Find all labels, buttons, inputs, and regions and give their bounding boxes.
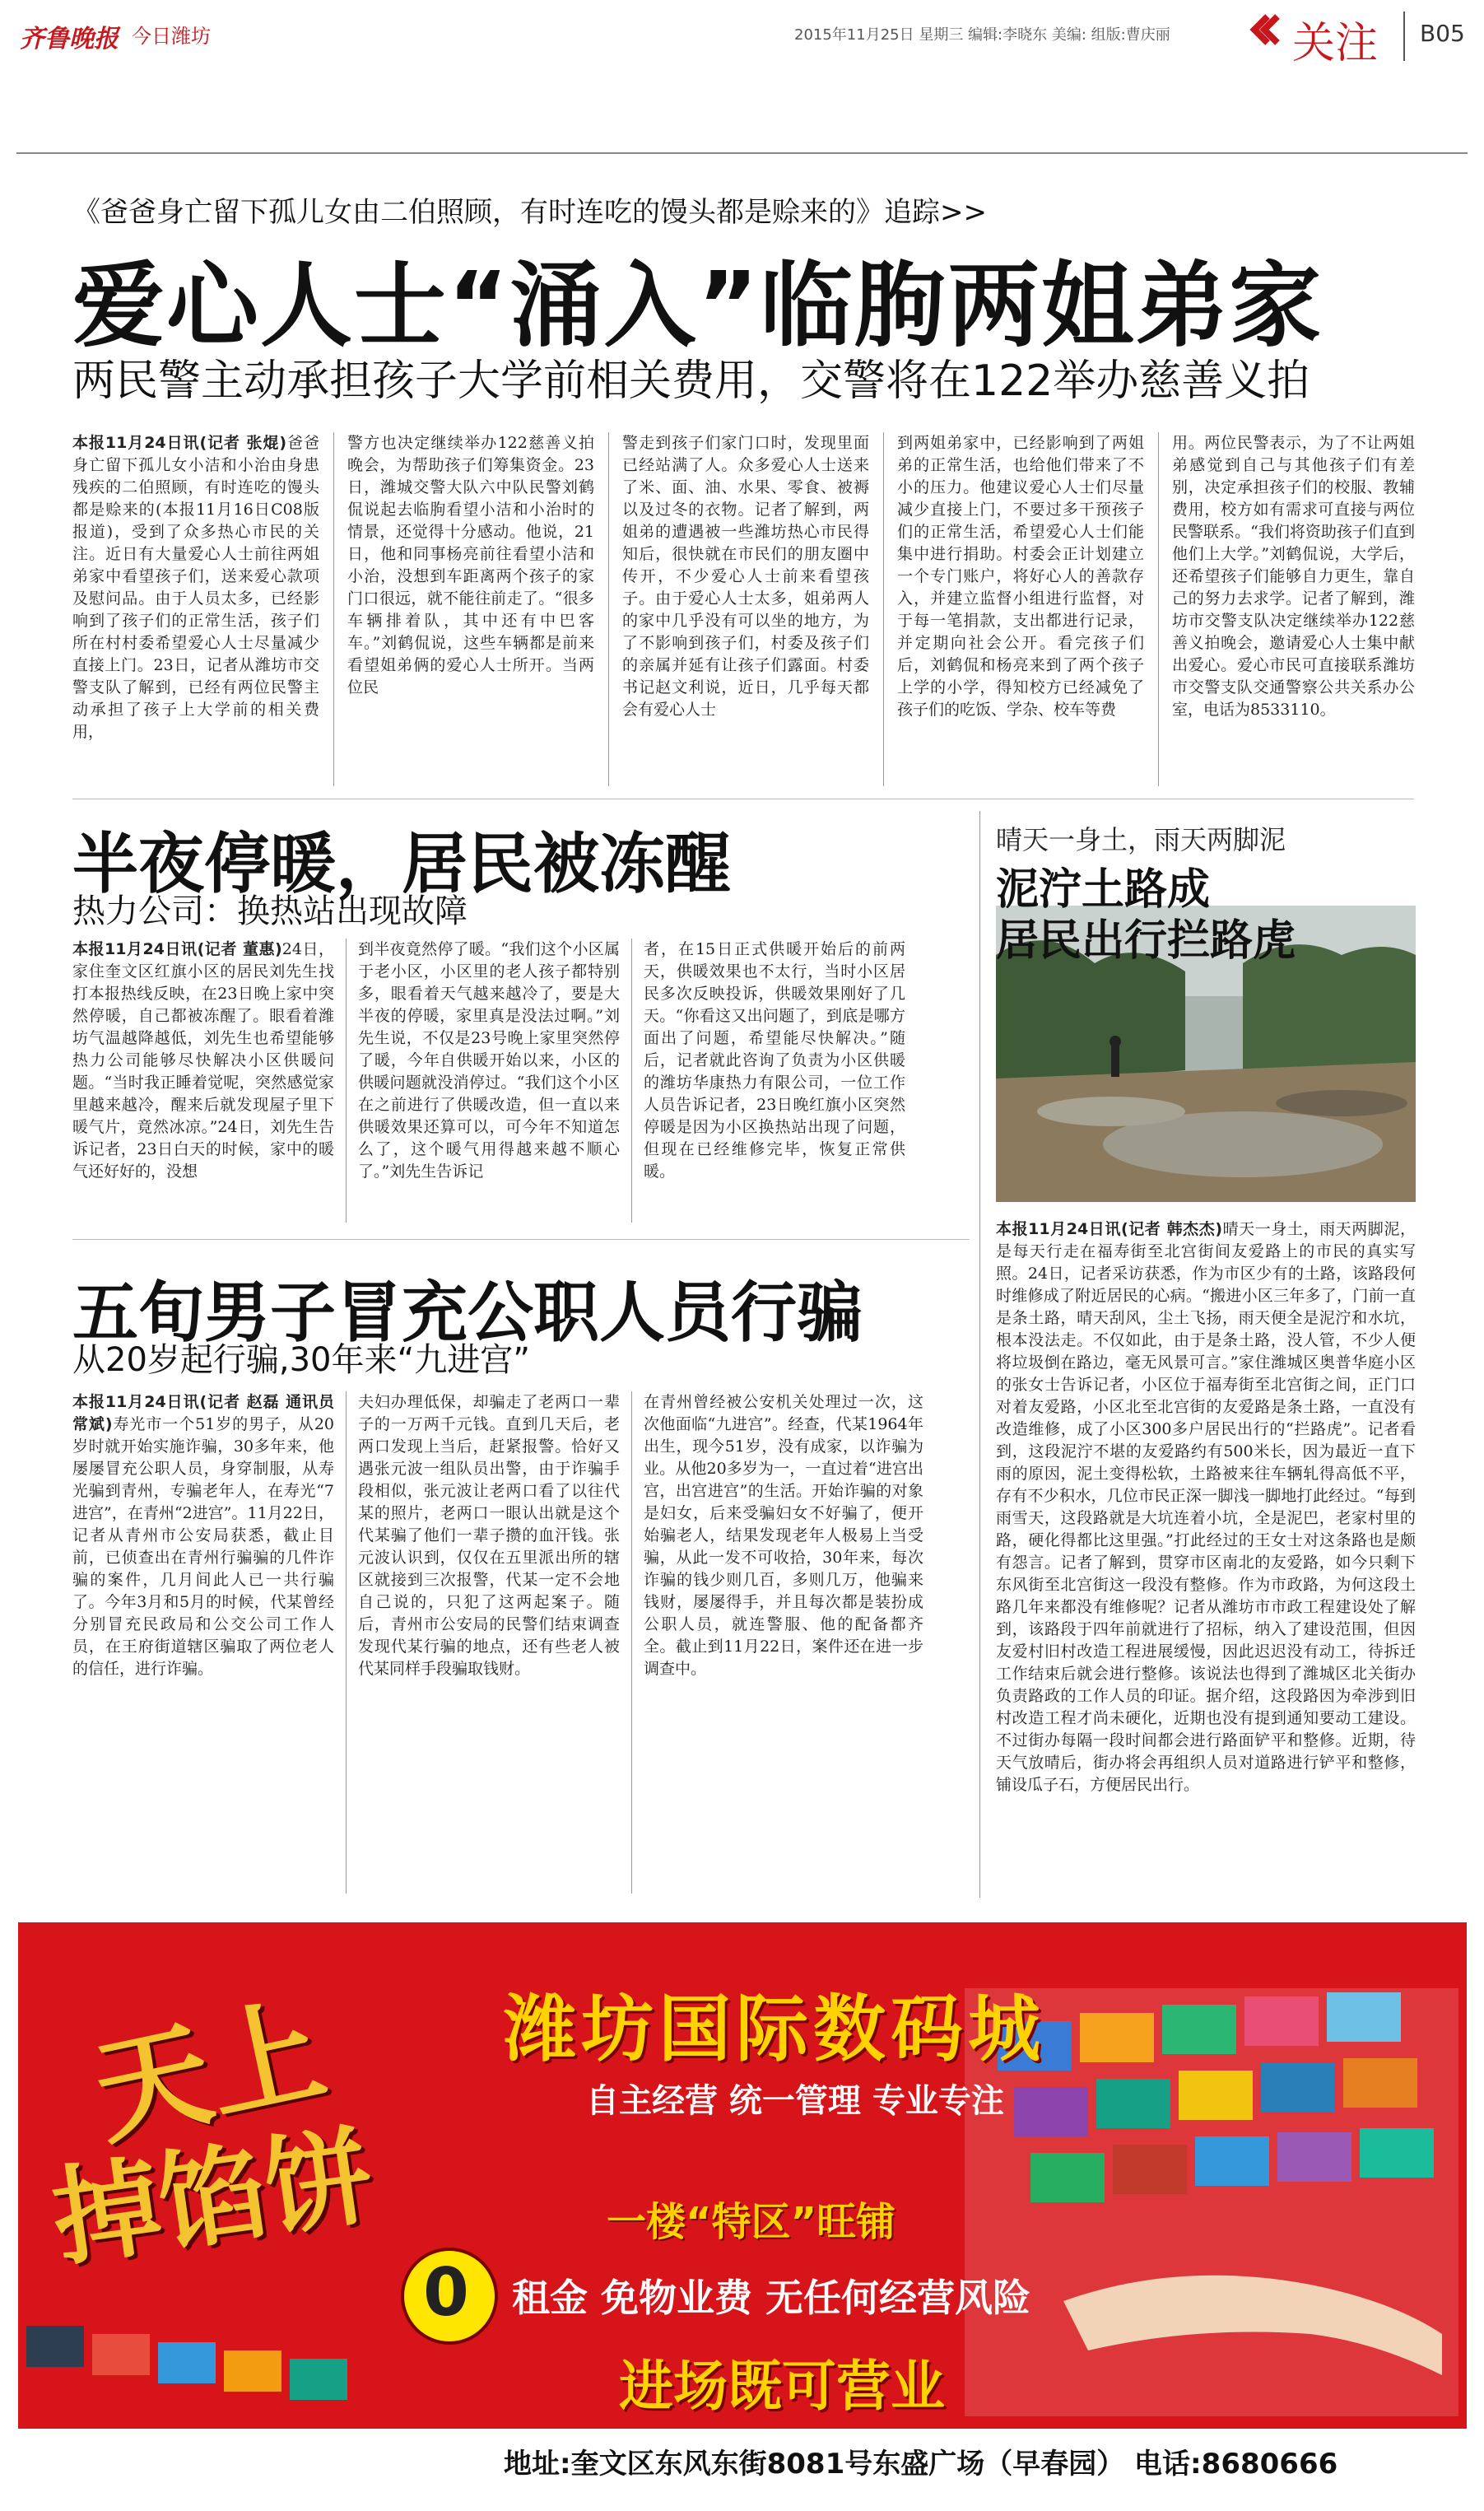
article1-column-5: 用。两位民警表示，为了不让两姐弟感觉到自己与其他孩子们有差别，决定承担孩子们的校服、教辅费用，校方如有需求可直接与两位民警联系。“我们将资助孩子们直到他们上大学。”刘鹤侃说，大学后，还希望孩子们能够自力更生，靠自己的努力去求学。记者了解到，潍坊市交警支队决定继续举办122慈善义拍晚会，邀请爱心人士集中献出爱心。爱心市民可直接联系潍坊市交警支队交通警察公共关系办公室，电话为8533110。: [1172, 434, 1415, 719]
page-number: B05: [1420, 20, 1465, 47]
article1-kicker: 《爸爸身亡留下孤儿女由二伯照顾，有时连吃的馒头都是赊来的》追踪>>: [72, 196, 987, 229]
column-divider: [346, 939, 347, 1223]
zero-badge-label: 0: [423, 2254, 469, 2331]
side-article-byline: 本报11月24日讯(记者 韩杰杰): [996, 1220, 1222, 1238]
article2-headline: 半夜停暖，居民被冻醒: [72, 826, 731, 902]
article1-column-1: 本报11月24日讯(记者 张焜)爸爸身亡留下孤儿女小洁和小治由身患残疾的二伯照顾，有时连吃的馒头都是赊来的(本报11月16日C08版报道)，受到了众多热心市民的关注。近日有大量爱心人士前往两姐弟家中看望孩子们，送来爱心款项及慰问品。由于人员太多，已经影响到了孩子们的正常生活，孩子们所在村村委希望爱心人士尽量减少直接上门。23日，记者从潍坊市交警支队了解到，已经有两位民警主动承担了孩子上大学前的相关费用，: [72, 434, 319, 741]
section-divider: [72, 1239, 970, 1240]
ad-floor-offer: 一楼“特区”旺铺: [607, 2199, 896, 2245]
article3-column-1: 本报11月24日讯(记者 赵磊 通讯员 常斌)寿光市一个51岁的男子，从20岁时就开始实施诈骗，30多年来，他屡屡冒充公职人员，身穿制服，从寿光骗到青州，专骗老年人，在寿光“7进宫”，在青州“2进宫”。11月22日，记者从青州市公安局获悉，截止目前，已侦查出在青州行骗骗的几件诈骗的案件，几月间此人已一共行骗了。今年3月和5月的时候，代某曾经分别冒充民政局和公交公司工作人员，在王府街道辖区骗取了两位老人的信任，进行诈骗。: [72, 1393, 334, 1678]
column-divider: [346, 1391, 347, 1894]
article2-column-2: 到半夜竟然停了暖。“我们这个小区属于老小区，小区里的老人孩子都特别多，眼看着天气越来越冷了，要是大半夜的停暖，家里真是没法过啊。”刘先生说，不仅是23号晚上家里突然停了暖，今年自供暖开始以来，小区的供暖问题就没消停过。“我们这个小区在之前进行了供暖改造，但一直以来供暖效果还算可以，可今年不知道怎么了，这个暖气用得越来越不顺心了。”刘先生告诉记: [358, 940, 620, 1181]
article2-subheadline: 热力公司：换热站出现故障: [72, 892, 468, 930]
article3-byline: 本报11月24日讯(记者 赵磊 通讯员 常斌): [72, 1393, 334, 1433]
column-divider: [979, 811, 980, 1898]
side-article-body: 本报11月24日讯(记者 韩杰杰)晴天一身土，雨天两脚泥，是每天行走在福寿街至北宫街间友爱路上的市民的真实写照。24日，记者采访获悉，作为市区少有的土路，该路段何时维修成了附近居民的心病。“搬进小区三年多了，门前一直是条土路，晴天刮风，尘土飞扬，雨天便全是泥泞和水坑，根本没法走。不仅如此，由于是条土路，没人管，不少人便将垃圾倒在路边，毫无风景可言。”家住潍城区奥普华庭小区的张女士告诉记者，小区位于福寿街至北宫街之间，正门口对着友爱路，小区北至北宫街的友爱路是条土路，一直没有改造维修，成了小区300多户居民出行的“拦路虎”。记者看到，这段泥泞不堪的友爱路约有500米长，因为最近一直下雨的原因，泥土变得松软，土路被来往车辆轧得高低不平，存有不少积水，几位市民正深一脚浅一脚地打此经过。“每到雨雪天，这段路就是大坑连着小坑，全是泥巴，老家村里的路，硬化得都比这里强。”打此经过的王女士对这条路也是颇有怨言。记者了解到，贯穿市区南北的友爱路，如今只剩下东风街至北宫街这一段没有整修。作为市政路，为何这段土路几年来都没有维修呢？记者从潍坊市市政工程建设处了解到，该路段于四年前就进行了招标，纳入了建设范围，但因友爱村旧村改造工程进展缓慢，因此迟迟没有动工，待拆迁工作结束后就会进行整修。该说法也得到了潍城区北关街办负责路政的工作人员的印证。据介绍，这段路因为牵涉到旧村改造工程才尚未硬化，近期也没有提到通知要动工建设。不过街办每隔一段时间都会进行路面铲平和整修。近期，待天气放晴后，街办将会再组织人员对道路进行铲平和整修，铺设瓜子石，方便居民出行。: [996, 1220, 1416, 1794]
article3-subheadline: 从20岁起行骗,30年来“九进宫”: [72, 1341, 530, 1379]
article1-byline: 本报11月24日讯(记者 张焜): [72, 434, 287, 452]
side-article-headline-line1: 泥泞土路成: [996, 865, 1211, 915]
article1-column-2: 警方也决定继续举办122慈善义拍晚会，为帮助孩子们筹集资金。23日，潍城交警大队六中队民警刘鹤侃说起去临朐看望小洁和小治时的情景，还觉得十分感动。他说，21日，他和同事杨亮前往看望小洁和小治，没想到车距离两个孩子的家门口很远，就不能往前走了。“很多车辆排着队，其中还有中巴客车。”刘鹤侃说，这些车辆都是前来看望姐弟俩的爱心人士所开。当两位民: [347, 434, 594, 696]
ad-title: 潍坊国际数码城: [504, 1987, 1046, 2071]
ad-logo-line1: 天上: [82, 1982, 337, 2163]
section-name: 今日潍坊: [132, 25, 211, 48]
article2-column-1: 本报11月24日讯(记者 董惠)24日，家住奎文区红旗小区的居民刘先生找打本报热线反映，在23日晚上家中突然停暖，自己都被冻醒了。眼看着潍坊气温越降越低，刘先生也希望能够热力公司能够尽快解决小区供暖问题。“当时我正睡着觉呢，突然感觉家里越来越冷，醒来后就发现屋子里下暖气片，竟然冰凉。”24日，刘先生告诉记者，23日白天的时候，家中的暖气还好好的，没想: [72, 940, 334, 1181]
ad-rent-offer: 租金 免物业费 无任何经营风险: [512, 2276, 1031, 2320]
column-divider: [608, 432, 609, 786]
column-divider: [883, 432, 884, 786]
article1-subheadline: 两民警主动承担孩子大学前相关费用，交警将在122举办慈善义拍: [72, 356, 1310, 406]
article2-column-3: 者，在15日正式供暖开始后的前两天，供暖效果也不太行，当时小区居民多次反映投诉，供暖效果刚好了几天。“你看这又出问题了，到底是哪方面出了问题，希望能尽快解决。”随后，记者就此咨询了负责为小区供暖的潍坊华康热力有限公司，一位工作人员告诉记者，23日晚红旗小区突然停暖是因为小区换热站出现了问题，但现在已经维修完毕，恢复正常供暖。: [644, 940, 905, 1181]
side-article-headline-line2: 居民出行拦路虎: [996, 916, 1296, 966]
ad-address-phone: 地址:奎文区东风东街8081号东盛广场（早春园） 电话:8680666: [504, 2448, 1338, 2481]
issue-meta: 2015年11月25日 星期三 编辑:李晓东 美编: 组版:曹庆丽: [794, 26, 1170, 44]
column-divider: [631, 1391, 632, 1894]
newspaper-logo: 齐鲁晚报: [20, 25, 119, 54]
article3-column-2: 夫妇办理低保，却骗走了老两口一辈子的一万两千元钱。直到几天后，老两口发现上当后，赶紧报警。恰好又遇张元波一组队员出警，由于诈骗手段相似，张元波让老两口看了以往代某的照片，老两口一眼认出就是这个代某骗了他们一辈子攒的血汗钱。张元波认识到，仅仅在五里派出所的辖区就接到三次报警，代某一定不会地自己说的，只犯了这两起案子。随后，青州市公安局的民警们结束调查发现代某行骗的地点，还有些老人被代某同样手段骗取钱财。: [358, 1393, 620, 1678]
header-rule: [16, 152, 1468, 154]
header-divider: [1403, 12, 1405, 61]
advertisement-banner[interactable]: [18, 1922, 1467, 2490]
column-divider: [631, 939, 632, 1223]
article1-column-3: 警走到孩子们家门口时，发现里面已经站满了人。众多爱心人士送来了米、面、油、水果、零食、被褥以及过冬的衣物。记者了解到，两姐弟的遭遇被一些潍坊热心市民得知后，很快就在市民们的朋友圈中传开，不少爱心人士前来看望孩子。由于爱心人士太多，姐弟两人的家中几乎没有可以坐的地方，为了不影响到孩子们，村委及孩子们的亲属并延有让孩子们露面。村委书记赵文利说，近日，几乎每天都会有爱心人士: [622, 434, 869, 719]
ad-open-now: 进场既可营业: [619, 2355, 945, 2418]
article2-byline: 本报11月24日讯(记者 董惠): [72, 940, 282, 958]
chevron-left-icon: [1243, 10, 1282, 49]
article1-column-4: 到两姐弟家中，已经影响到了两姐弟的正常生活，也给他们带来了不小的压力。他建议爱心人士们尽量减少直接上门，不要过多干预孩子们的正常生活，希望爱心人士们能集中进行捐助。村委会正计划建立一个专门账户，将好心人的善款存入，并建立监督小组进行监督，对于每一笔捐款，支出都进行记录，并定期向社会公开。看完孩子们后，刘鹤侃和杨亮来到了两个孩子上学的小学，得知校方已经减免了孩子们的吃饭、学杂、校车等费: [897, 434, 1144, 719]
ad-logo-line2: 掉馅饼: [44, 2112, 381, 2282]
article1-headline: 爱心人士“涌入”临朐两姐弟家: [72, 253, 1324, 360]
column-divider: [1158, 432, 1159, 786]
column-divider: [333, 432, 334, 786]
article3-headline: 五旬男子冒充公职人员行骗: [72, 1274, 863, 1351]
photo-tiles-graphic-left: [26, 2309, 388, 2425]
article3-column-3: 在青州曾经被公安机关处理过一次，这次他面临“九进宫”。经查，代某1964年出生，现今51岁，没有成家，以诈骗为业。从他20多岁为一，一直过着“进宫出宫，出宫进宫”的生活。开始诈骗的对象是妇女，后来受骗妇女不好骗了，便开始骗老人，结果发现老年人极易上当受骗，从此一发不可收拾，30年来，每次诈骗的钱少则几百，多则几万，他骗来钱财，屡屡得手，并且每次都是装扮成公职人员，就连警服、他的配备都齐全。截止到11月22日，案件还在进一步调查中。: [644, 1393, 923, 1678]
column-label: 关注: [1292, 19, 1379, 68]
ad-slogan: 自主经营 统一管理 专业专注: [586, 2082, 1004, 2120]
side-article-kicker: 晴天一身土，雨天两脚泥: [996, 824, 1286, 855]
